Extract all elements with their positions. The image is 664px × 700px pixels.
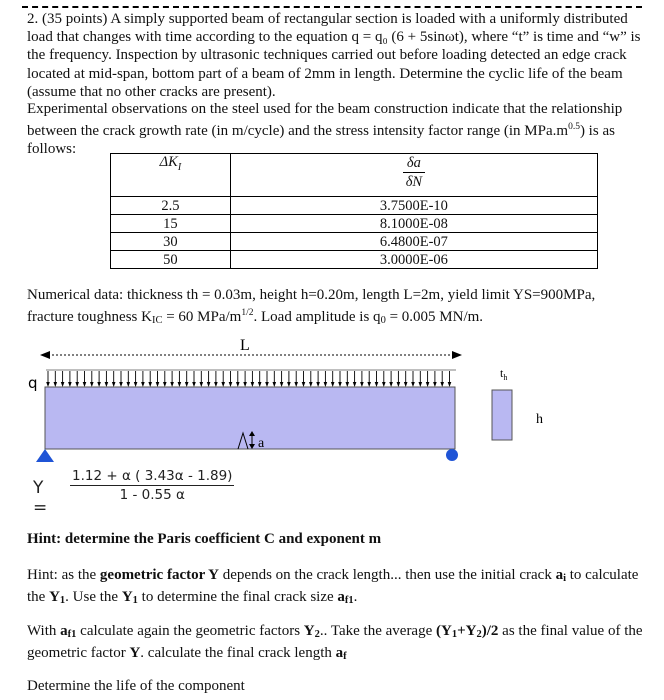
beam-body — [45, 387, 455, 449]
table-row: 30 6.4800E-07 — [111, 233, 598, 251]
load-arrow-head — [148, 382, 152, 387]
load-arrow-head — [273, 382, 277, 387]
load-arrow-head — [243, 382, 247, 387]
load-arrow-head — [236, 382, 240, 387]
delta-k-header: $\Delta K_I$ — [111, 154, 231, 197]
cross-section — [492, 390, 512, 440]
thickness-label: $t_h$ — [500, 366, 508, 382]
load-arrow-head — [229, 382, 233, 387]
load-arrow-head — [426, 382, 430, 387]
load-arrow-head — [141, 382, 145, 387]
load-arrow-head — [353, 382, 357, 387]
load-arrow-head — [324, 382, 328, 387]
load-arrow-head — [97, 382, 101, 387]
load-arrow-head — [156, 382, 160, 387]
load-arrow-head — [83, 382, 87, 387]
load-arrow-head — [200, 382, 204, 387]
top-dashed-rule — [22, 6, 642, 8]
load-arrow-head — [440, 382, 444, 387]
load-arrow-head — [448, 382, 452, 387]
load-arrow-head — [90, 382, 94, 387]
hint-paris: Hint: determine the Paris coefficient C and exponent m — [27, 531, 382, 547]
numerical-data: Numerical data: thickness th = 0.03m, height h=0.20m, length L=2m, yield limit YS=900MPa, fracture toughness KIC = 60 MPa/$m^{1/2}$. Load amplitude is q0 = 0.005 MN/m. — [27, 287, 596, 327]
load-arrow-head — [251, 382, 255, 387]
growth-rate-header: $\frac{\delta a}{\delta N}$ — [230, 154, 597, 197]
load-arrow-head — [382, 382, 386, 387]
load-arrow-head — [207, 382, 211, 387]
table-row: 2.5 3.7500E-10 — [111, 197, 598, 215]
load-arrow-head — [214, 382, 218, 387]
load-arrow-head — [404, 382, 408, 387]
load-arrow-head — [294, 382, 298, 387]
load-label: q — [28, 374, 38, 392]
hint-geometric-factor: Hint: as the geometric factor Y depends on the crack length... then use the initial crack ai to calculate the Y1. Use the Y1 to determine the final crack size af1. — [27, 567, 639, 606]
beam-figure — [0, 330, 664, 470]
load-arrow-head — [221, 382, 225, 387]
load-arrow-head — [46, 382, 50, 387]
load-arrow-head — [338, 382, 342, 387]
load-arrow-head — [163, 382, 167, 387]
equation-lhs: Y = — [33, 478, 48, 518]
height-label: h — [536, 412, 543, 427]
load-arrow-head — [360, 382, 364, 387]
pin-support — [36, 449, 54, 462]
load-arrow-head — [178, 382, 182, 387]
roller-support — [446, 449, 458, 461]
equation-denominator: 1 - 0.55 α — [119, 487, 185, 503]
dimension-arrow-right — [452, 351, 462, 359]
load-arrow-head — [280, 382, 284, 387]
load-arrow-head — [302, 382, 306, 387]
equation-numerator: 1.12 + α ( 3.43α - 1.89) — [72, 468, 233, 484]
load-arrow-head — [309, 382, 313, 387]
load-arrow-head — [134, 382, 138, 387]
load-arrow-head — [389, 382, 393, 387]
load-arrow-head — [287, 382, 291, 387]
load-arrow-head — [185, 382, 189, 387]
crack-growth-table — [110, 153, 598, 269]
crack-length-label: a — [258, 436, 265, 451]
load-arrow-head — [375, 382, 379, 387]
load-arrow-head — [316, 382, 320, 387]
hint-average-factor: With af1 calculate again the geometric factors Y2.. Take the average (Y1+Y2)/2 as the final value of the geometric factor Y. calculate the final crack length af — [27, 623, 643, 662]
load-arrow-head — [192, 382, 196, 387]
distributed-load-arrows — [46, 371, 451, 387]
load-arrow-head — [105, 382, 109, 387]
load-arrow-head — [265, 382, 269, 387]
problem-statement: 2. (35 points) A simply supported beam of rectangular section is loaded with a uniformly distributed load that changes with time according to the equation q = q₀ (6 + 5sinωt), where “t” is time and “w” is the frequency. Inspection by ultrasonic techniques carried out before loading detected an edge crack located at mid-span, bottom part of a beam of 2mm in length. Determine the cyclic life of the beam (assume that no other cracks are present). — [27, 11, 641, 100]
hint-life: Determine the life of the component — [27, 678, 245, 694]
load-arrow-head — [419, 382, 423, 387]
load-arrow-head — [68, 382, 72, 387]
dimension-arrow-left — [40, 351, 50, 359]
table-row: 50 3.0000E-06 — [111, 251, 598, 269]
load-arrow-head — [411, 382, 415, 387]
load-arrow-head — [397, 382, 401, 387]
experimental-paragraph: Experimental observations on the steel used for the beam construction indicate that the relationship between the crack growth rate (in m/cycle) and the stress intensity factor range (in $MPa.m^{0.5}$) is as follows: — [27, 101, 623, 158]
load-arrow-head — [367, 382, 371, 387]
load-arrow-head — [346, 382, 350, 387]
load-arrow-head — [127, 382, 131, 387]
load-arrow-head — [258, 382, 262, 387]
load-arrow-head — [61, 382, 65, 387]
load-arrow-head — [170, 382, 174, 387]
load-arrow-head — [54, 382, 58, 387]
load-arrow-head — [433, 382, 437, 387]
table-row: 15 8.1000E-08 — [111, 215, 598, 233]
load-arrow-head — [75, 382, 79, 387]
length-label: L — [240, 337, 250, 354]
table-header-row — [111, 154, 598, 197]
load-arrow-head — [112, 382, 116, 387]
load-arrow-head — [331, 382, 335, 387]
load-arrow-head — [119, 382, 123, 387]
